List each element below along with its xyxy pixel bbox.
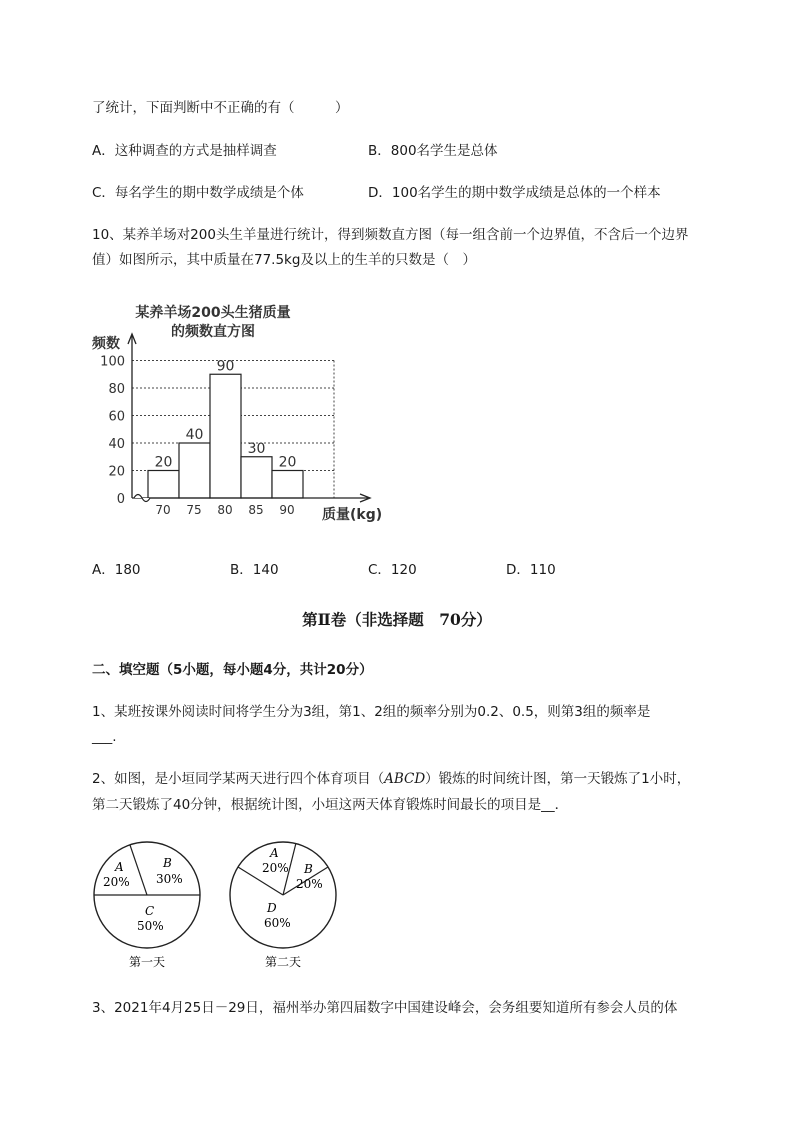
x-axis-label: 质量(kg) [322,507,383,523]
q9-option-b: B．800名学生是总体 [368,143,498,159]
fq1-line1: 1、某班按课外阅读时间将学生分为3组，第1、2组的频率分别为0.2、0.5，则第3组的频率是 [92,704,651,720]
bar-value-label: 40 [185,427,204,443]
pie2-slice-b-pct: 20% [296,877,323,891]
q9-stem: 了统计，下面判断中不正确的有（ ） [92,100,349,116]
pie2-slice-a-pct: 20% [262,861,289,875]
fq3-line1: 3、2021年4月25日－29日，福州举办第四届数字中国建设峰会，会务组要知道所有参会人员的体 [92,1000,678,1016]
chart-title-line2: 的频数直方图 [171,324,255,340]
y-tick-label: 80 [108,382,125,397]
pie1-divider-ab [130,845,147,895]
q10-option-d: D．110 [506,562,556,578]
y-tick-label: 40 [108,437,125,452]
pie-chart-day2 [222,836,352,976]
bar-value-label: 90 [216,358,235,375]
q9-option-d: D．100名学生的期中数学成绩是总体的一个样本 [368,185,661,201]
y-tick-label: 60 [108,409,125,425]
pie2-caption: 第二天 [264,955,302,969]
pie1-slice-a-name: A [115,860,124,874]
x-tick-label: 75 [186,503,202,517]
fq2-line2: 第二天锻炼了40分钟，根据统计图，小垣这两天体育锻炼时间最长的项目是__． [92,797,569,813]
pie2-slice-d-name: D [267,901,277,915]
bar-value-label: 30 [247,440,266,457]
x-tick-label: 80 [217,503,233,517]
q10-stem-line1: 10、某养羊场对200头生羊量进行统计，得到频数直方图（每一组含前一个边界值，不含后一个边界 [92,227,689,243]
q10-option-c: C．120 [368,562,417,578]
bar-value-label: 20 [278,454,297,471]
y-axis-label: 频数 [92,336,120,352]
q10-option-a: A．180 [92,562,141,578]
bar-value-label: 20 [154,454,173,471]
q10-option-b: B．140 [230,562,279,578]
histogram-bar [241,457,272,498]
y-tick-label: 20 [108,464,125,480]
pie1-caption: 第一天 [128,955,166,969]
histogram-bar [272,471,303,499]
chart-title-line1: 某养羊场200头生猪质量 [135,305,291,321]
pie1-slice-c-name: C [145,904,155,918]
pie-chart-day1 [86,836,216,976]
histogram-bar [148,471,179,499]
q9-option-a: A．这种调查的方式是抽样调查 [92,143,277,159]
pie1-slice-b-pct: 30% [156,872,183,886]
histogram-bar [179,443,210,498]
section-heading: 二、填空题（5小题，每小题4分，共计20分） [92,662,373,678]
q10-stem-line2: 值）如图所示，其中质量在77.5kg及以上的生羊的只数是（ ） [92,252,476,268]
frequency-histogram [86,296,396,528]
pie1-slice-a-pct: 20% [103,875,130,889]
x-tick-label: 70 [155,503,171,517]
y-tick-label: 0 [116,492,125,507]
pie1-slice-b-name: B [163,856,172,870]
q9-option-c: C．每名学生的期中数学成绩是个体 [92,185,304,201]
pie2-slice-b-name: B [304,862,313,876]
y-tick-label: 100 [100,354,125,370]
fq2-line1-a: 2、如图，是小垣同学某两天进行四个体育项目（ [92,771,385,787]
histogram-bar [210,374,241,498]
fq2-line1-italic: ABCD [384,771,426,787]
pie2-slice-a-name: A [270,846,279,860]
fq2-line1-b: ）锻炼的时间统计图，第一天锻炼了1小时， [425,771,691,787]
fq2-line1 [92,769,690,789]
part-title: 第Ⅱ卷（非选择题 70分） [302,610,492,629]
pie2-slice-d-pct: 60% [264,916,291,930]
fq1-line2: ___. [92,729,117,745]
pie1-slice-c-pct: 50% [137,919,164,933]
x-tick-label: 90 [279,503,295,517]
x-tick-label: 85 [248,503,264,517]
